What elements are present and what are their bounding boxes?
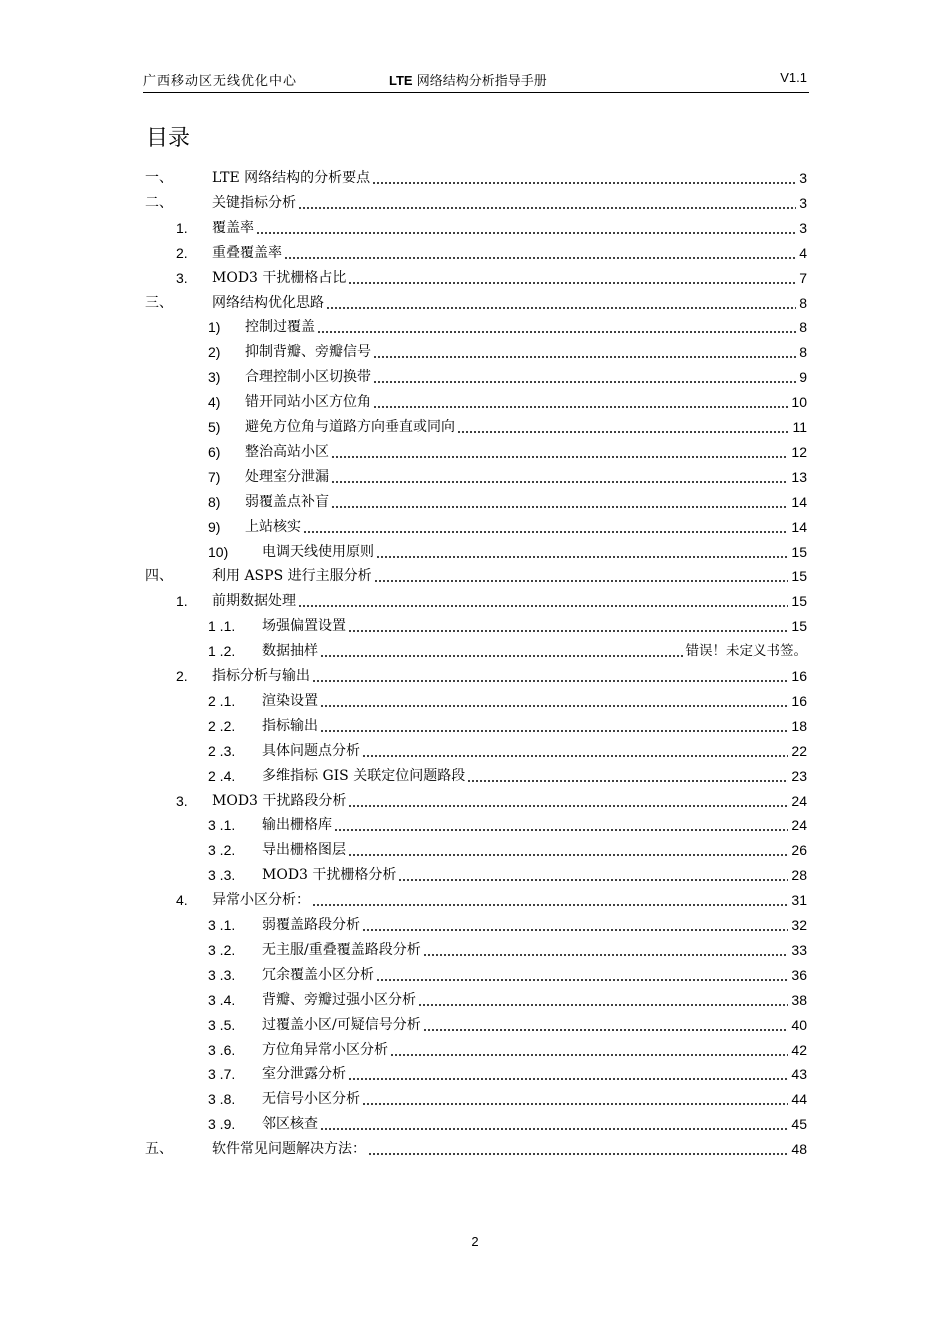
toc-entry-title: 数据抽样	[262, 643, 318, 660]
toc-entry-page: 3	[799, 219, 807, 236]
toc-entry-page: 40	[791, 1016, 807, 1033]
page-header	[143, 66, 809, 93]
toc-entry[interactable]	[0, 839, 950, 859]
toc-entry-title: 输出栅格库	[262, 817, 332, 834]
toc-entry[interactable]	[0, 516, 950, 536]
toc-entry[interactable]	[0, 964, 950, 984]
toc-entry-leader	[368, 1153, 788, 1155]
toc-entry-number: 2 .3.	[208, 742, 236, 759]
toc-entry-number: 3 .5.	[208, 1016, 236, 1033]
toc-entry[interactable]	[0, 541, 950, 561]
toc-entry-leader	[331, 456, 788, 458]
toc-entry-number: 3 .6.	[208, 1041, 236, 1058]
toc-entry-title: 邻区核查	[262, 1116, 318, 1133]
toc-entry-page: 7	[799, 269, 807, 286]
toc-entry-title: 重叠覆盖率	[212, 244, 282, 261]
toc-entry-title: 无信号小区分析	[262, 1091, 360, 1108]
toc-entry-number: 9)	[208, 518, 221, 535]
toc-entry-title: 异常小区分析：	[212, 892, 310, 909]
toc-entry-page: 15	[791, 593, 807, 610]
header-doc-title-cn: 网络结构分析指导手册	[412, 74, 547, 89]
toc-entry-page: 11	[792, 419, 807, 435]
toc-entry-leader	[348, 630, 788, 632]
toc-entry-leader	[348, 805, 788, 807]
toc-entry-number: 五、	[145, 1141, 173, 1158]
toc-entry-page: 15	[791, 618, 807, 635]
toc-entry-title: 关键指标分析	[212, 194, 296, 211]
toc-entry[interactable]	[0, 1088, 950, 1108]
toc-entry-title: 处理室分泄漏	[245, 468, 329, 485]
toc-entry[interactable]	[0, 1138, 950, 1158]
toc-entry-page: 14	[791, 518, 807, 535]
toc-entry-page: 16	[791, 668, 807, 684]
toc-entry-title: 指标分析与输出	[212, 668, 310, 684]
toc-entry-page: 8	[799, 319, 807, 336]
toc-entry-title: LTE 网络结构的分析要点	[212, 170, 371, 186]
toc-entry-leader	[320, 1128, 788, 1130]
toc-entry[interactable]	[0, 765, 950, 785]
toc-entry-leader	[320, 705, 788, 707]
toc-entry-title: 场强偏置设置	[262, 618, 346, 635]
toc-entry-leader	[298, 605, 788, 607]
toc-entry-number: 4.	[176, 892, 188, 909]
toc-entry-page: 错误！未定义书签。	[685, 643, 807, 660]
toc-entry-title: 导出栅格图层	[262, 842, 346, 859]
toc-entry-number: 3 .2.	[208, 842, 236, 859]
toc-entry-leader	[320, 655, 683, 657]
toc-entry-leader	[373, 406, 788, 408]
toc-entry-title: 软件常见问题解决方法：	[212, 1141, 366, 1158]
toc-entry-number: 6)	[208, 443, 221, 460]
toc-entry-page: 28	[791, 867, 807, 884]
toc-entry-page: 8	[799, 294, 807, 311]
toc-entry-number: 1.	[176, 219, 188, 236]
toc-entry-number: 一、	[145, 170, 173, 186]
toc-entry-page: 3	[799, 170, 807, 186]
toc-entry-leader	[348, 282, 796, 284]
toc-entry[interactable]	[0, 740, 950, 760]
toc-entry-leader	[372, 182, 796, 184]
toc-entry[interactable]	[0, 565, 950, 585]
toc-entry-number: 1 .2.	[208, 643, 236, 660]
toc-entry-title: 冗余覆盖小区分析	[262, 966, 374, 983]
toc-entry-title: 抑制背瓣、旁瓣信号	[245, 344, 371, 361]
toc-entry[interactable]	[0, 316, 950, 336]
toc-entry-number: 2.	[176, 244, 188, 261]
toc-entry-title: 上站核实	[245, 518, 301, 535]
toc-entry[interactable]	[0, 217, 950, 237]
page-number: 2	[471, 1234, 479, 1249]
toc-entry-number: 2 .4.	[208, 767, 236, 784]
toc-entry-title: 整治高站小区	[245, 443, 329, 460]
toc-entry-title: MOD3 干扰栅格占比	[212, 269, 347, 286]
toc-entry[interactable]	[0, 167, 950, 187]
toc-entry-leader	[457, 431, 789, 433]
toc-entry[interactable]	[0, 715, 950, 735]
toc-entry-leader	[373, 356, 796, 358]
toc-entry[interactable]	[0, 814, 950, 834]
toc-entry-page: 16	[791, 692, 807, 709]
toc-entry-leader	[331, 481, 788, 483]
toc-entry-number: 3 .8.	[208, 1091, 236, 1108]
toc-entry[interactable]	[0, 242, 950, 262]
toc-entry-title: 方位角异常小区分析	[262, 1041, 388, 1058]
toc-entry-number: 三、	[145, 294, 173, 311]
header-version: V1.1	[780, 70, 807, 85]
toc-entry[interactable]	[0, 864, 950, 884]
toc-entry-number: 3.	[176, 792, 188, 809]
toc-entry-page: 15	[791, 568, 807, 585]
toc-entry-number: 3 .2.	[208, 941, 236, 958]
toc-entry-number: 3 .3.	[208, 966, 236, 983]
toc-entry-title: 背瓣、旁瓣过强小区分析	[262, 991, 416, 1008]
toc-entry-page: 22	[791, 742, 807, 759]
toc-entry-leader	[373, 381, 796, 383]
toc-entry-leader	[423, 954, 789, 956]
toc-entry-number: 3 .1.	[208, 817, 236, 834]
toc-entry-title: 过覆盖小区/可疑信号分析	[262, 1016, 421, 1033]
toc-entry-page: 24	[791, 817, 807, 834]
toc-entry-number: 8)	[208, 493, 221, 510]
toc-entry-number: 二、	[145, 194, 173, 211]
toc-entry-page: 24	[791, 792, 807, 809]
toc-entry-title: 多维指标 GIS 关联定位问题路段	[262, 767, 466, 784]
toc-entry[interactable]	[0, 790, 950, 810]
toc-entry-number: 1)	[208, 319, 221, 336]
toc-entry-title: 弱覆盖路段分析	[262, 917, 360, 933]
toc-entry-leader	[348, 854, 788, 856]
toc-entry-leader	[362, 929, 788, 931]
toc-entry-page: 3	[799, 194, 807, 211]
toc-entry-number: 2 .2.	[208, 717, 236, 734]
toc-entry[interactable]	[0, 341, 950, 361]
toc-entry-number: 10)	[208, 543, 229, 560]
toc-entry-leader	[374, 580, 789, 582]
toc-entry[interactable]	[0, 989, 950, 1009]
toc-entry-leader	[298, 207, 796, 209]
toc-entry[interactable]	[0, 939, 950, 959]
toc-entry[interactable]	[0, 1039, 950, 1059]
toc-entry[interactable]	[0, 466, 950, 486]
toc-entry[interactable]	[0, 1113, 950, 1133]
toc-entry-page: 32	[791, 917, 807, 933]
toc-entry-leader	[331, 506, 788, 508]
toc-entry-title: 无主服/重叠覆盖路段分析	[262, 941, 421, 958]
toc-entry-title: 覆盖率	[212, 219, 254, 236]
toc-entry[interactable]	[0, 267, 950, 287]
toc-entry-leader	[256, 232, 796, 234]
toc-entry-leader	[317, 331, 796, 333]
toc-entry-title: 指标输出	[262, 717, 318, 734]
toc-entry[interactable]	[0, 441, 950, 461]
toc-entry[interactable]	[0, 690, 950, 710]
toc-entry-number: 2.	[176, 668, 188, 684]
toc-entry-title: 利用 ASPS 进行主服分析	[212, 568, 372, 585]
toc-entry[interactable]	[0, 416, 950, 436]
toc-entry[interactable]	[0, 366, 950, 386]
toc-entry-leader	[320, 730, 788, 732]
toc-entry-number: 3 .1.	[208, 917, 236, 933]
toc-entry-leader	[303, 531, 788, 533]
toc-entry-number: 3.	[176, 269, 188, 286]
toc-entry-number: 四、	[145, 568, 173, 585]
toc-entry-number: 3 .7.	[208, 1066, 236, 1083]
toc-entry-number: 7)	[208, 468, 221, 485]
toc-entry-page: 26	[791, 842, 807, 859]
toc-entry-page: 33	[791, 941, 807, 958]
toc-entry-title: 合理控制小区切换带	[245, 369, 371, 386]
toc-entry[interactable]	[0, 1063, 950, 1083]
toc-entry-page: 44	[791, 1091, 807, 1108]
toc-entry-title: 网络结构优化思路	[212, 294, 324, 311]
toc-entry-leader	[284, 257, 796, 259]
toc-entry-title: 错开同站小区方位角	[245, 394, 371, 411]
toc-entry-leader	[334, 829, 788, 831]
toc-entry-page: 38	[791, 991, 807, 1008]
header-doc-title	[389, 70, 547, 89]
toc-entry-number: 5)	[208, 419, 221, 435]
toc-entry[interactable]	[0, 590, 950, 610]
toc-entry-leader	[326, 307, 796, 309]
header-doc-title-latin: LTE	[389, 73, 413, 88]
toc-entry-number: 3 .4.	[208, 991, 236, 1008]
toc-entry-page: 42	[791, 1041, 807, 1058]
toc-entry-title: 控制过覆盖	[245, 319, 315, 336]
toc-entry-title: 弱覆盖点补盲	[245, 493, 329, 510]
toc-entry-title: 室分泄露分析	[262, 1066, 346, 1083]
toc-entry-page: 18	[791, 717, 807, 734]
toc-entry-leader	[390, 1054, 788, 1056]
toc-heading: 目录	[146, 126, 191, 151]
toc-entry-page: 45	[791, 1116, 807, 1133]
toc-entry-page: 14	[791, 493, 807, 510]
toc-entry-page: 36	[791, 966, 807, 983]
toc-entry[interactable]	[0, 1014, 950, 1034]
toc-entry-page: 48	[791, 1141, 807, 1158]
toc-entry[interactable]	[0, 889, 950, 909]
toc-entry-number: 2 .1.	[208, 692, 236, 709]
toc-entry-leader	[348, 1078, 788, 1080]
toc-entry[interactable]	[0, 391, 950, 411]
toc-entry-page: 12	[791, 443, 807, 460]
toc-entry[interactable]	[0, 665, 950, 685]
toc-entry-page: 8	[799, 344, 807, 361]
toc-entry-leader	[312, 680, 788, 682]
header-org: 广西移动区无线优化中心	[143, 74, 298, 89]
toc-entry-leader	[467, 780, 788, 782]
toc-entry[interactable]	[0, 491, 950, 511]
toc-entry-page: 43	[791, 1066, 807, 1083]
toc-entry-title: 避免方位角与道路方向垂直或同向	[245, 419, 455, 435]
toc-entry-leader	[362, 1103, 788, 1105]
toc-entry[interactable]	[0, 192, 950, 212]
toc-entry-title: 渲染设置	[262, 692, 318, 709]
toc-entry-leader	[418, 1004, 788, 1006]
toc-entry-number: 3)	[208, 369, 221, 386]
toc-entry-page: 9	[799, 369, 807, 386]
toc-entry-number: 1.	[176, 593, 188, 610]
toc-entry-number: 3 .3.	[208, 867, 236, 884]
toc-entry-title: 前期数据处理	[212, 593, 296, 610]
toc-entry-leader	[376, 979, 788, 981]
toc-entry-page: 13	[791, 468, 807, 485]
toc-entry-page: 4	[799, 244, 807, 261]
toc-entry-number: 1 .1.	[208, 618, 236, 635]
toc-entry-leader	[398, 879, 788, 881]
toc-entry-leader	[423, 1029, 789, 1031]
toc-entry-page: 31	[791, 892, 807, 909]
toc-entry-page: 10	[791, 394, 807, 411]
toc-entry[interactable]	[0, 615, 950, 635]
toc-entry-leader	[312, 904, 788, 906]
toc-entry-title: MOD3 干扰栅格分析	[262, 867, 397, 884]
toc-entry-title: 电调天线使用原则	[262, 543, 374, 560]
toc-entry[interactable]	[0, 640, 950, 660]
toc-entry-number: 4)	[208, 394, 221, 411]
toc-entry-number: 2)	[208, 344, 221, 361]
toc-entry-page: 15	[791, 543, 807, 560]
toc-entry-number: 3 .9.	[208, 1116, 236, 1133]
toc-entry[interactable]	[0, 292, 950, 312]
toc-entry-title: 具体问题点分析	[262, 742, 360, 759]
toc-entry-leader	[376, 556, 788, 558]
toc-entry[interactable]	[0, 914, 950, 934]
toc-entry-leader	[362, 755, 788, 757]
toc-entry-title: MOD3 干扰路段分析	[212, 792, 347, 809]
toc-entry-page: 23	[791, 767, 807, 784]
